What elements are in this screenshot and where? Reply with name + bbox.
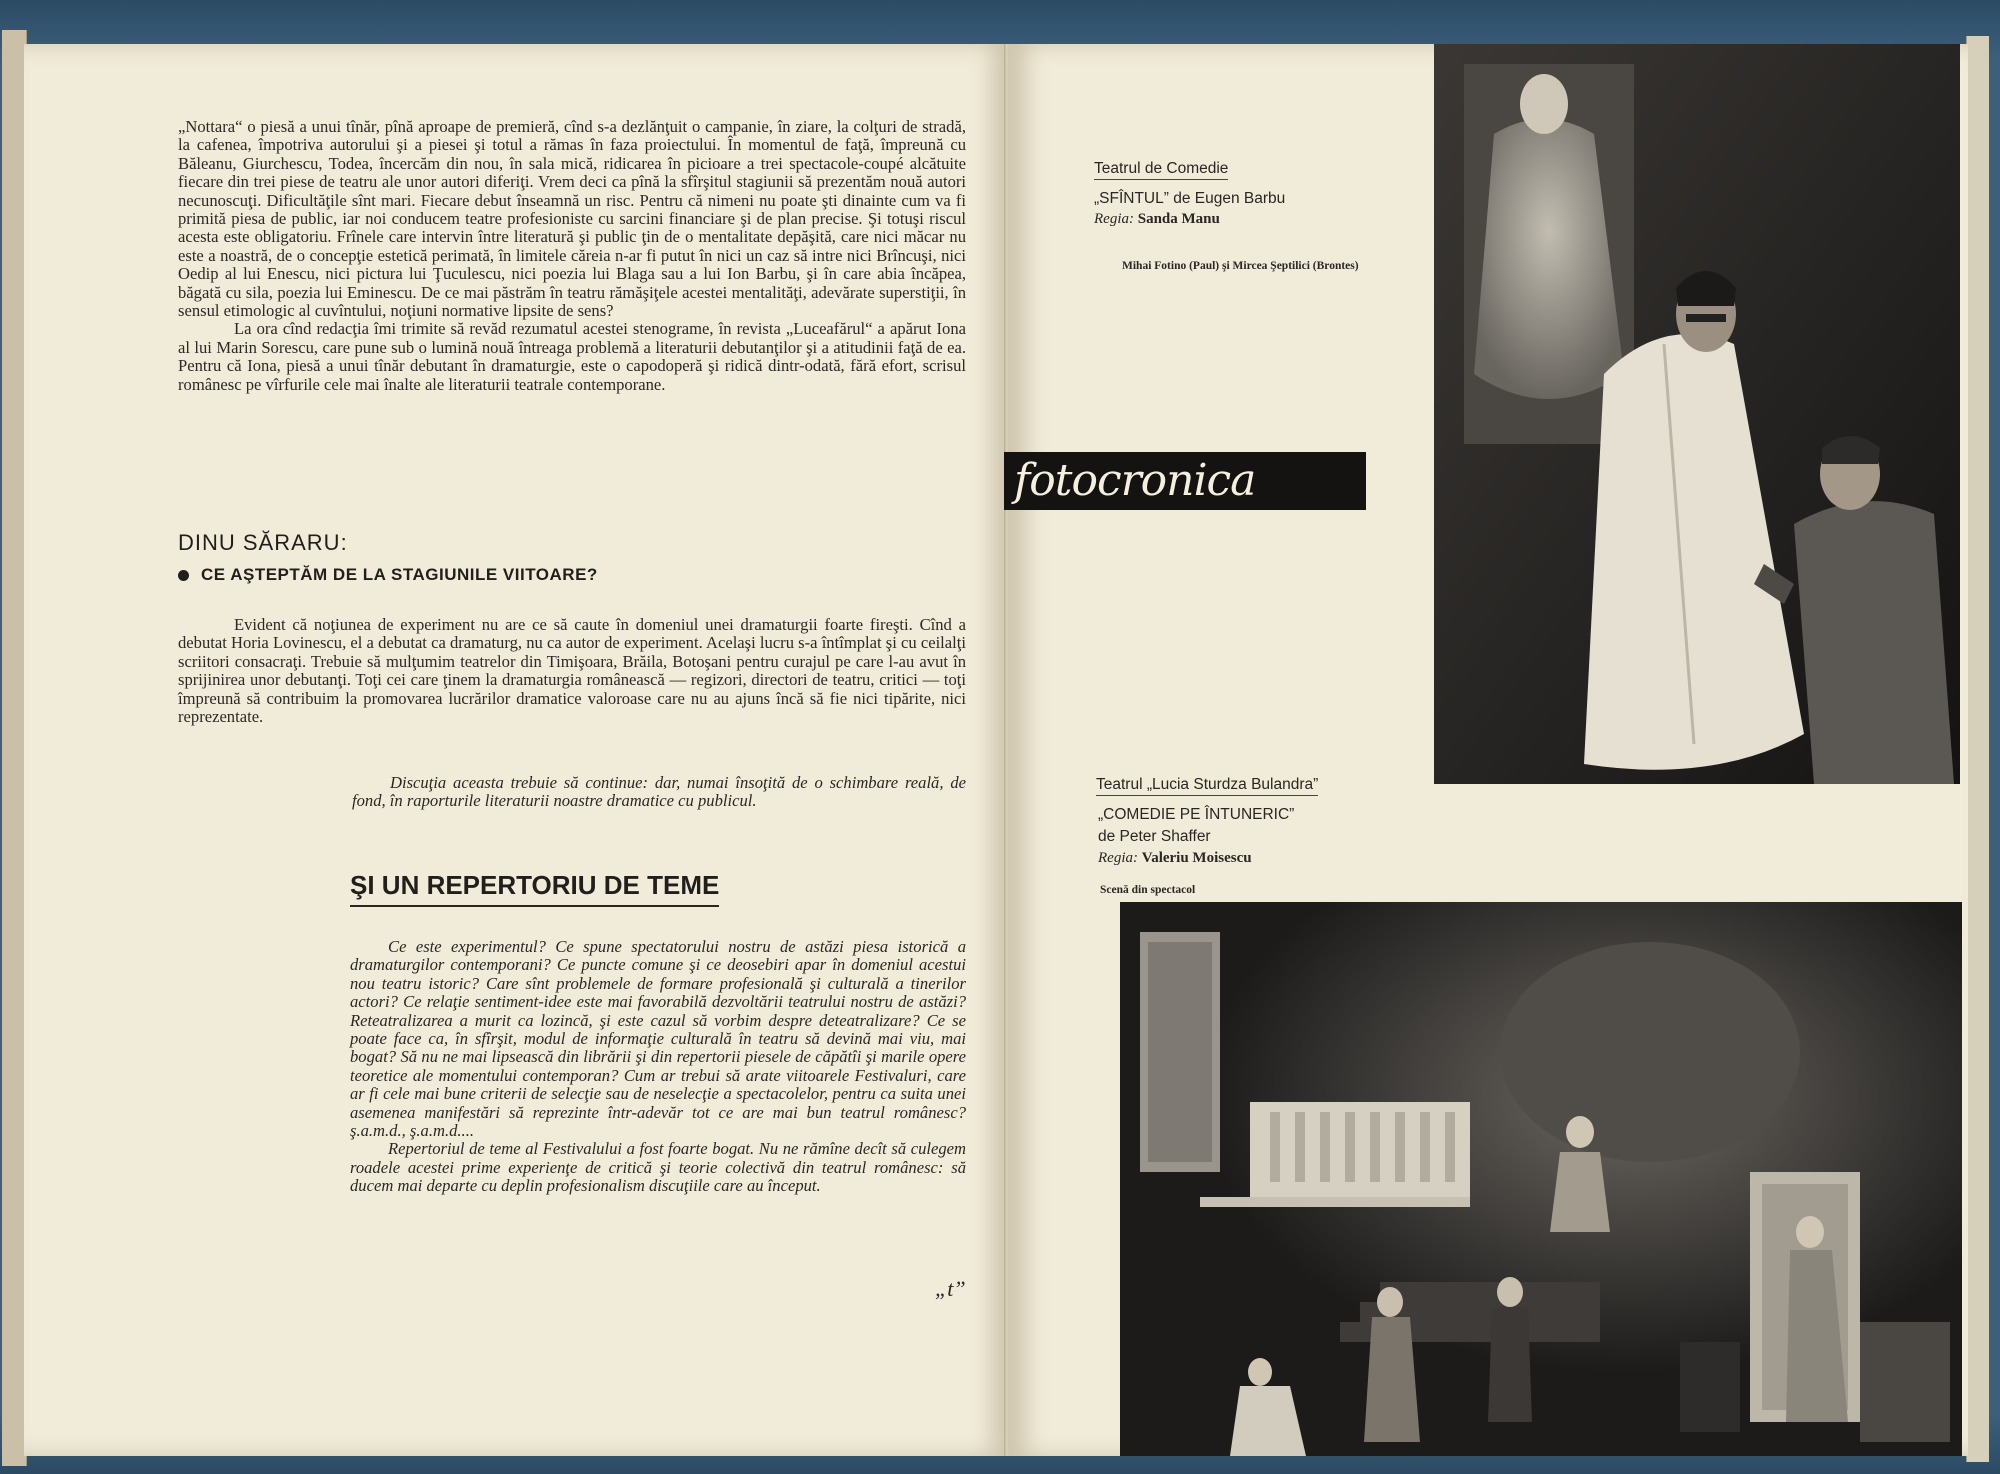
fotocronica-banner bbox=[1004, 452, 1366, 510]
section-title: ŞI UN REPERTORIU DE TEME bbox=[350, 870, 719, 907]
paragraph-luceafarul: La ora cînd redacţia îmi trimite să revăd rezumatul acestei stenograme, în revista „Luceafărul“ a apărut Iona al lui Marin Sorescu, care pune sub o lumină nouă întreaga problemă a literaturii debutanţilor şi a atitudinii faţă de ea. Pentru că Iona, piesă a unui tînăr debutant în dramaturgie, este o capodoperă şi ridică dintr-odată, fără efort, scrisul românesc pe vîrfurile cele mai înalte ale literaturii teatrale contemporane. bbox=[178, 319, 966, 394]
caption2-regia-name: Valeriu Moisescu bbox=[1141, 850, 1252, 866]
italic-note bbox=[352, 774, 966, 811]
caption2-regia bbox=[1098, 850, 1252, 867]
photo-sfintul bbox=[1434, 44, 1960, 784]
bullet-icon bbox=[178, 570, 189, 581]
caption1-theatre: Teatrul de Comedie bbox=[1094, 160, 1228, 180]
caption1-cast: Mihai Fotino (Paul) şi Mircea Şeptilici (Brontes) bbox=[1122, 260, 1359, 272]
caption1-regia-name: Sanda Manu bbox=[1137, 211, 1220, 227]
caption1-regia bbox=[1094, 211, 1220, 228]
paragraph-experiment: Evident că noţiunea de experiment nu are ce să caute în domeniul unei dramaturgii foarte fireşti. Cînd a debutat Horia Lovinescu, el a debutat ca dramaturg, nu ca autor de experiment. Acelaşi lucru s-a întîmplat şi cu ceilalţi scriitori consacraţi. Trebuie să mulţumim teatrelor din Timişoara, Brăila, Botoşani pentru curajul pe care l-au avut în sprijinirea unor debutanţi. Toţi cei care ţinem la dramaturgia românească — regizori, directori de teatru, critici — toţi împreună să contribuim la promovarea lucrărilor dramatice valoroase care nu au ajuns încă să fie nici tipărite, nici reprezentate. bbox=[178, 615, 966, 727]
left-top-text bbox=[178, 118, 966, 394]
caption2-scene: Scenă din spectacol bbox=[1100, 884, 1196, 896]
paragraph-nottara: „Nottara“ o piesă a unui tînăr, pînă aproape de premieră, cînd s-a dezlănţuit o campanie, în ziare, la colţuri de stradă, la cafenea, împotriva autorului şi a piesei şi totul a rămas în faza proiectului. În momentul de faţă, împreună cu Băleanu, Giurchescu, Todea, încercăm din nou, în sala mică, ridicarea în picioare a trei spectacole-coupé alcătuite fiecare din trei piese de teatru ale unor autori diferiţi. Vrem deci ca pînă la sfîrşitul stagiunii să prezentăm nouă autori necunoscuţi. Dificultăţile sînt mari. Fiecare debut înseamnă un risc. Pentru că nimeni nu poate şti dinainte cum va fi primită piesa de public, iar noi conducem teatre profesioniste cu sarcini financiare şi de plan precise. Şi totuşi riscul acesta este obligatoriu. Frînele care intervin între literatură şi public ţin de o mentalitate depăşită, care nici măcar nu este a noastră, de o concepţie estetică perimată, în limitele căreia n-ar fi putut în nici un caz să intre nici Brîncuşi, nici Oedip al lui Enescu, nici pictura lui Ţuculescu, nici poezia lui Blaga sau a lui Ion Barbu, şi în care abia încăpea, băgată cu sila, poezia lui Eminescu. De ce mai păstrăm în teatru rămăşiţele acestei mentalităţi, adevărate superstiţii, în sensul etimologic al cuvîntului, noţiuni normative lipsite de sens? bbox=[178, 117, 966, 321]
caption1-title: „SFÎNTUL” de Eugen Barbu bbox=[1094, 190, 1286, 207]
caption1-regia-label: Regia: bbox=[1094, 211, 1134, 227]
caption2-regia-label: Regia: bbox=[1098, 850, 1138, 866]
section-paragraph-questions: Ce este experimentul? Ce spune spectatorului nostru de astăzi piesa istorică a dramaturgilor contemporani? Ce puncte comune şi ce deosebiri apar în domeniul acestui nou teatru istoric? Care sînt problemele de formare profesională şi culturală a tinerilor actori? Ce relaţie sentiment-idee este mai favorabilă dezvoltării teatrului nostru de astăzi? Reteatralizarea a murit ca lozincă, şi este cazul să vorbim despre deteatralizare? Ce se poate face ca, în sfîrşit, modul de informaţie culturală în teatru să devină mai viu, mai bogat? Să nu ne mai lipsească din librării şi din repertorii piesele de căpătîi şi marile opere teoretice ale momentului contemporan? Cum ar trebui să arate viitoarele Festivaluri, care ar fi cele mai bune criterii de selecţie sau de neselecţie a spectacolelor, pentru ca suita unei asemenea manifestări să reprezinte într-adevăr tot ce are mai bun teatrul românesc? ş.a.m.d., ş.a.m.d.... bbox=[350, 937, 966, 1141]
photo-comedie-pe-intuneric bbox=[1120, 902, 1962, 1456]
question-heading bbox=[178, 565, 598, 585]
caption2-theatre: Teatrul „Lucia Sturdza Bulandra” bbox=[1096, 776, 1318, 796]
banner-title: fotocronica bbox=[1014, 455, 1256, 506]
signature: „t” bbox=[935, 1276, 966, 1301]
page-edges-right bbox=[1966, 36, 1989, 1462]
section-paragraph-repertoriu: Repertoriul de teme al Festivalului a fost foarte bogat. Nu ne rămîne decît să culegem roadele acestei prime experienţe de critică şi teorie colectivă din teatrul românesc: să ducem mai departe cu deplin profesionalism discuţiile care au început. bbox=[350, 1139, 966, 1196]
question-text: CE AŞTEPTĂM DE LA STAGIUNILE VIITOARE? bbox=[201, 565, 598, 584]
italic-note-text: Discuţia aceasta trebuie să continue: dar, numai însoţită de o schimbare reală, de fond, în raporturile literaturii noastre dramatice cu publicul. bbox=[352, 773, 966, 811]
caption2-title: „COMEDIE PE ÎNTUNERIC” bbox=[1098, 806, 1295, 823]
mid-text bbox=[178, 616, 966, 726]
author-heading: DINU SĂRARU: bbox=[178, 530, 348, 555]
section-text bbox=[350, 938, 966, 1196]
caption2-author: de Peter Shaffer bbox=[1098, 828, 1211, 845]
